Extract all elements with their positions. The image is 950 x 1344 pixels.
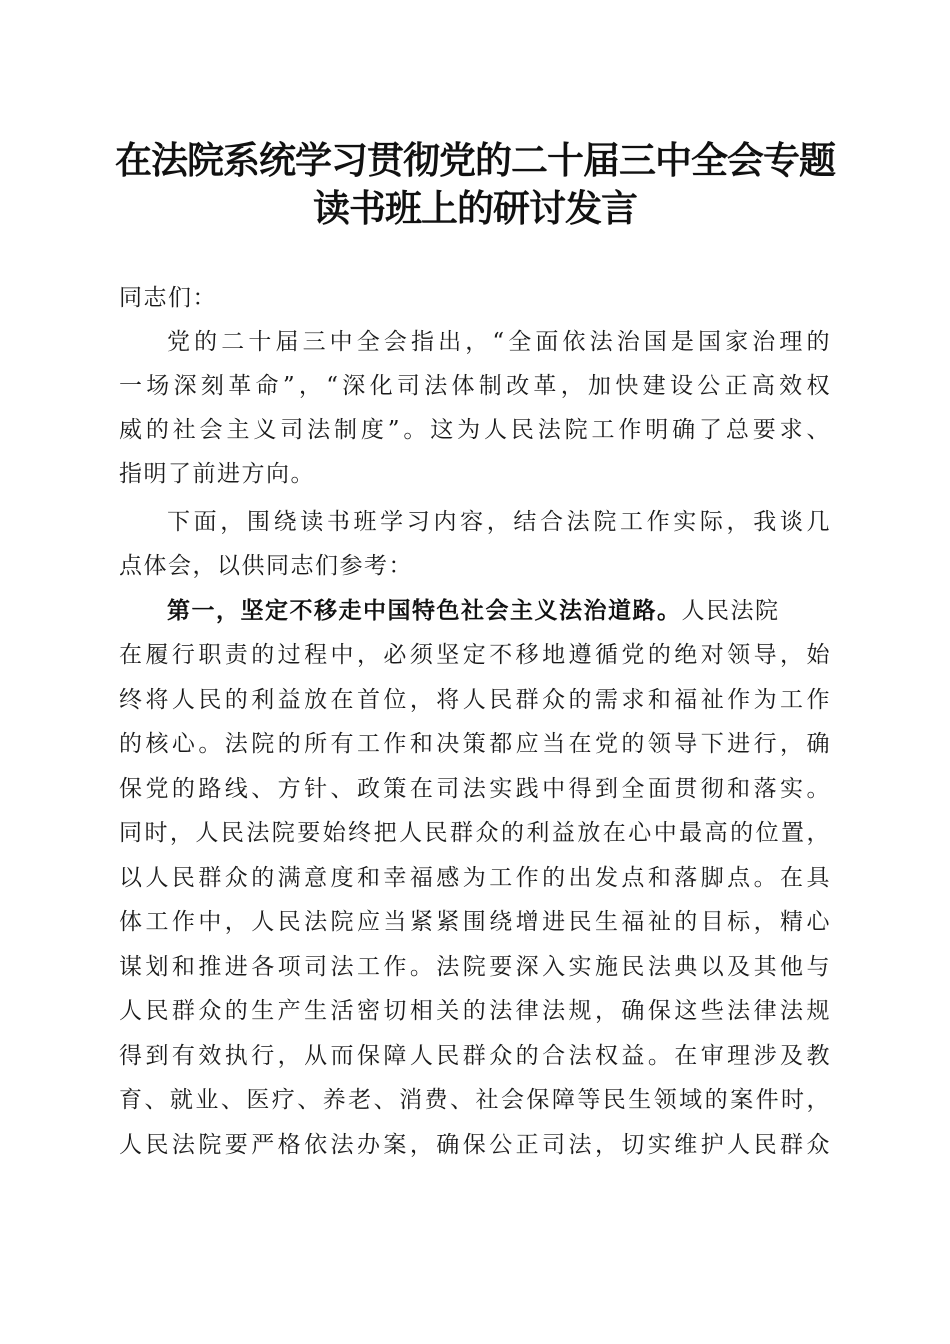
paragraph-3-line: 终将人民的利益放在首位，将人民群众的需求和福祉作为工作 [119, 687, 831, 713]
paragraph-3-line: 的核心。法院的所有工作和决策都应当在党的领导下进行，确 [119, 731, 831, 757]
paragraph-3-line: 保党的路线、方针、政策在司法实践中得到全面贯彻和落实。 [119, 776, 831, 802]
paragraph-3-line: 在履行职责的过程中，必须坚定不移地遵循党的绝对领导，始 [119, 642, 831, 668]
paragraph-1-line: 党的二十届三中全会指出，“全面依法治国是国家治理的 [167, 329, 831, 355]
paragraph-1-line: 威的社会主义司法制度”。这为人民法院工作明确了总要求、 [119, 417, 831, 443]
paragraph-3-line: 人民法院 [681, 598, 780, 624]
paragraph-3-heading: 第一，坚定不移走中国特色社会主义法治道路。 [167, 597, 682, 624]
document-title-line-1: 在法院系统学习贯彻党的二十届三中全会专题 [115, 138, 835, 182]
paragraph-3-line: 人民法院要严格依法办案，确保公正司法，切实维护人民群众 [119, 1132, 831, 1158]
paragraph-2-line: 点体会，以供同志们参考： [119, 553, 413, 579]
salutation: 同志们： [119, 285, 217, 311]
paragraph-1-line: 一场深刻革命”，“深化司法体制改革，加快建设公正高效权 [119, 373, 831, 399]
paragraph-3-line: 同时，人民法院要始终把人民群众的利益放在心中最高的位置， [119, 820, 831, 846]
paragraph-1-line: 指明了前进方向。 [119, 461, 315, 487]
paragraph-3-line: 得到有效执行，从而保障人民群众的合法权益。在审理涉及教 [119, 1043, 831, 1069]
paragraph-3-first-line [167, 589, 831, 633]
paragraph-3-line: 体工作中，人民法院应当紧紧围绕增进民生福祉的目标，精心 [119, 909, 831, 935]
paragraph-3-line: 谋划和推进各项司法工作。法院要深入实施民法典以及其他与 [119, 954, 831, 980]
paragraph-3-line: 人民群众的生产生活密切相关的法律法规，确保这些法律法规 [119, 998, 831, 1024]
document-title-line-2: 读书班上的研讨发言 [313, 186, 637, 230]
paragraph-3-line: 以人民群众的满意度和幸福感为工作的出发点和落脚点。在具 [119, 865, 831, 891]
paragraph-2-line: 下面，围绕读书班学习内容，结合法院工作实际，我谈几 [167, 509, 831, 535]
paragraph-3-line: 育、就业、医疗、养老、消费、社会保障等民生领域的案件时， [119, 1087, 831, 1113]
